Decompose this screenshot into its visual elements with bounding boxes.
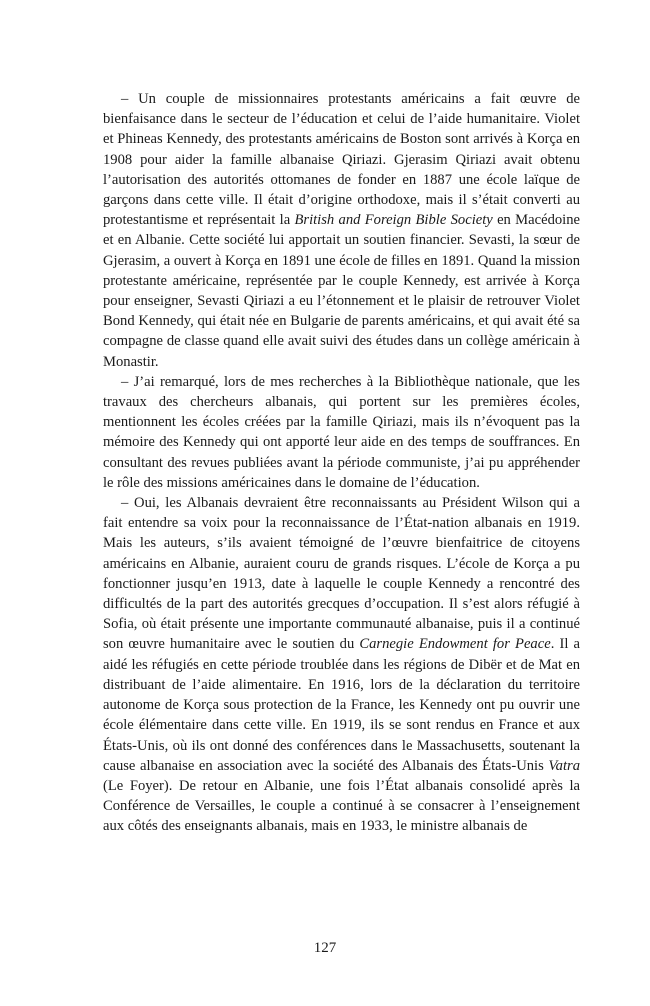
body-text [103,89,580,837]
paragraph-1-text-1: – Un couple de missionnaires protestants américains a fait œuvre de bienfaisance dans le secteur de l’éducation et celui de l’aide humanitaire. Violet et Phineas Kennedy, des protestants américains de Boston sont arrivés à Korça en 1908 pour aider la famille albanaise Qiriazi. Gjerasim Qiriazi avait obtenu l’autorisation des autorités ottomanes de fonder en 1887 une école laïque de garçons dans cette ville. Il était d’origine orthodoxe, mais il s’était converti au protestantisme et représentait la [103,91,580,229]
paragraph-1 [103,89,580,372]
paragraph-3-italic-vatra: Vatra [548,757,580,774]
paragraph-3 [103,493,580,836]
page-number: 127 [313,940,337,956]
paragraph-1-text-2: en Macédoine et en Albanie. Cette société lui apportait un soutien financier. Sevasti, la sœur de Gjerasim, a ouvert à Korça en 1891 une école de filles en 1891. Quand la mission protestante américaine, représentée par le couple Kennedy, est arrivée à Korça pour enseigner, Sevasti Qiriazi a eu l’étonnement et le plaisir de retrouver Violet Bond Kennedy, qui était née en Bulgarie de parents américains, et qui avait été sa compagne de classe quand elle avait suivi des études dans un collège américain à Monastir. [103,212,580,370]
paragraph-1-italic-title: British and Foreign Bible Society [294,212,493,229]
paragraph-3-text-1: – Oui, les Albanais devraient être reconnaissants au Président Wilson qui a fait entendre sa voix pour la reconnaissance de l’État-nation albanais en 1919. Mais les auteurs, s’ils avaient témoigné de l’œuvre bienfaitrice de citoyens américains en Albanie, auraient couru de grands risques. L’école de Korça a pu fonctionner jusqu’en 1913, date à laquelle le couple Kennedy a rencontré des difficultés de la part des autorités grecques d’occupation. Il s’est alors réfugié à Sofia, où était présente une importante communauté albanaise, puis il a continué son œuvre humanitaire avec le soutien du [103,495,580,653]
paragraph-3-text-3: (Le Foyer). De retour en Albanie, une fois l’État albanais consolidé après la Conférence de Versailles, le couple a continué à se consacrer à l’enseignement aux côtés des enseignants albanais, mais en 1933, le ministre albanais de [103,777,580,835]
paragraph-2 [103,372,580,493]
paragraph-2-text-1: – J’ai remarqué, lors de mes recherches à la Bibliothèque nationale, que les travaux des chercheurs albanais, qui portent sur les premières écoles, mentionnent les écoles créées par la famille Qiriazi, mais ils n’évoquent pas la mémoire des Kennedy qui ont apporté leur aide en des temps de souffrances. En consultant des revues publiées avant la période communiste, j’ai pu appréhender le rôle des missions américaines dans le domaine de l’éducation. [103,373,580,491]
paragraph-3-text-2: . Il a aidé les réfugiés en cette période troublée dans les régions de Dibër et de Mat en distribuant de l’aide alimentaire. En 1916, lors de la déclaration du territoire autonome de Korça sous protection de la France, les Kennedy ont pu ouvrir une école élémentaire dans cette ville. En 1919, ils se sont rendus en France et aux États-Unis, où ils ont donné des conférences dans le Massachusetts, soutenant la cause albanaise en association avec la société des Albanais des États-Unis [103,636,580,774]
paragraph-3-italic-title: Carnegie Endowment for Peace [359,636,551,653]
